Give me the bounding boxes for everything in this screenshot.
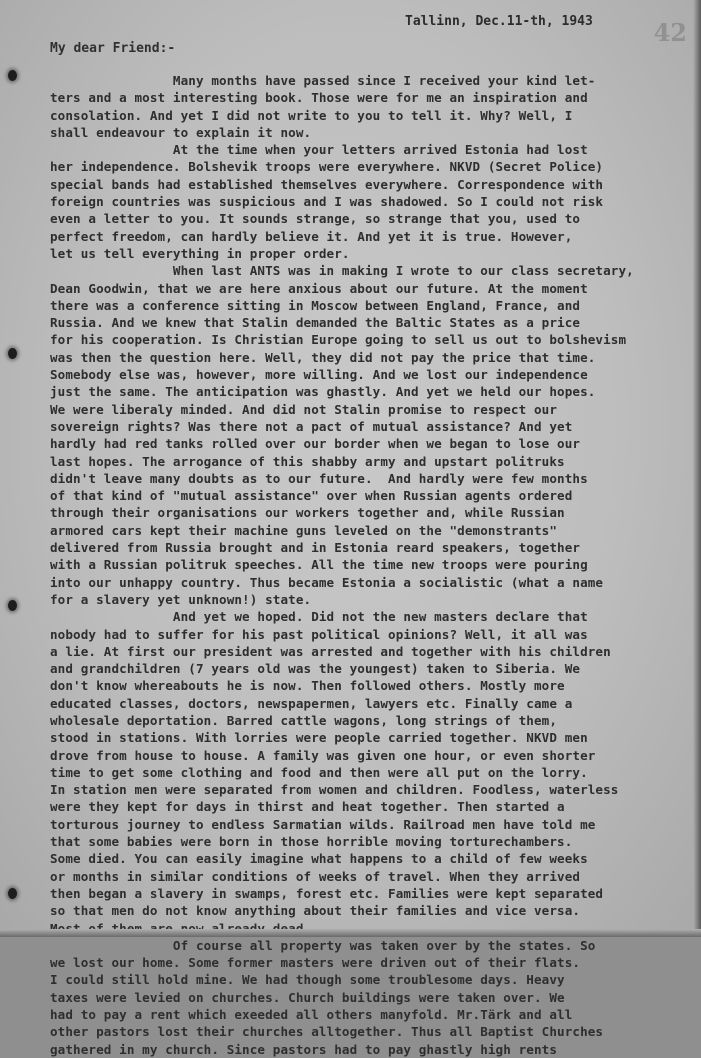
body-line: We were liberaly minded. And did not Stalin promise to respect our — [50, 401, 558, 417]
page-number-mark: 42 — [653, 18, 687, 47]
body-line: drove from house to house. A family was given one hour, or even shorter — [50, 747, 596, 763]
body-line: we lost our home. Some former masters were driven out of their flats. — [50, 955, 581, 971]
body-line: of that kind of "mutual assistance" over when Russian agents ordered — [50, 488, 573, 504]
page-edge-shadow — [693, 0, 701, 937]
body-line: Somebody else was, however, more willing. And we lost our independence — [50, 367, 588, 383]
body-line: and grandchildren (7 years old was the youngest) taken to Siberia. We — [50, 661, 581, 677]
body-line: into our unhappy country. Thus became Estonia a socialistic (what a name — [50, 574, 604, 590]
body-line: time to get some clothing and food and then were all put on the lorry. — [50, 764, 588, 780]
body-line: don't know whereabouts he is now. Then followed others. Mostly more — [50, 678, 565, 694]
body-line: were they kept for days in thirst and heat together. Then started a — [50, 799, 565, 815]
body-line: And yet we hoped. Did not the new masters declare that — [50, 609, 588, 625]
body-line: perfect freedom, can hardly believe it. And yet it is true. However, — [50, 228, 573, 244]
body-line: her independence. Bolshevik troops were everywhere. NKVD (Secret Police) — [50, 159, 604, 175]
body-line: torturous journey to endless Sarmatian wilds. Railroad men have told me — [50, 816, 596, 832]
body-line: so that men do not know anything about their families and vice versa. — [50, 903, 581, 919]
punch-hole — [8, 888, 17, 899]
page-edge-shadow — [0, 929, 701, 937]
body-line: In station men were separated from women and children. Foodless, waterless — [50, 782, 619, 798]
body-line: then began a slavery in swamps, forest etc. Families were kept separated — [50, 885, 604, 901]
body-line: with a Russian politruk speeches. All the time new troops were pouring — [50, 557, 588, 573]
body-line: I could still hold mine. We had though some troublesome days. Heavy — [50, 972, 565, 988]
body-line: foreign countries was suspicious and I was shadowed. So I could not risk — [50, 194, 604, 210]
body-line: there was a conference sitting in Moscow between England, France, and — [50, 297, 581, 313]
body-line: stood in stations. With lorries were people carried together. NKVD men — [50, 730, 588, 746]
body-line: Some died. You can easily imagine what happens to a child of few weeks — [50, 851, 588, 867]
body-line: that some babies were born in those horrible moving torturechambers. — [50, 834, 573, 850]
body-line: At the time when your letters arrived Estonia had lost — [50, 142, 588, 158]
body-line: didn't leave many doubts as to our future. And hardly were few months — [50, 470, 588, 486]
body-line: armored cars kept their machine guns leveled on the "demonstrants" — [50, 522, 558, 538]
body-line: ters and a most interesting book. Those were for me an inspiration and — [50, 90, 588, 106]
body-line: Russia. And we knew that Stalin demanded the Baltic States as a price — [50, 315, 581, 331]
body-line: just the same. The anticipation was ghastly. And yet we held our hopes. — [50, 384, 596, 400]
body-line: Of course all property was taken over by the states. So — [50, 937, 596, 953]
body-line: hardly had red tanks rolled over our border when we began to lose our — [50, 436, 581, 452]
body-line: had to pay a rent which exeeded all others manyfold. Mr.Tärk and all — [50, 1007, 573, 1023]
body-line: let us tell everything in proper order. — [50, 245, 350, 261]
body-line: Many months have passed since I received your kind let- — [50, 73, 596, 88]
body-line: last hopes. The arrogance of this shabby army and upstart politruks — [50, 453, 565, 469]
body-line: sovereign rights? Was there not a pact of mutual assistance? And yet — [50, 418, 573, 434]
body-line: special bands had established themselves everywhere. Correspondence with — [50, 176, 604, 192]
body-line: or months in similar conditions of weeks of travel. When they arrived — [50, 868, 581, 884]
punch-hole — [8, 600, 17, 611]
dateline: Tallinn, Dec.11-th, 1943 — [405, 14, 593, 29]
body-line: through their organisations our workers together and, while Russian — [50, 505, 565, 521]
body-line: educated classes, doctors, newspapermen, lawyers etc. Finally came a — [50, 695, 573, 711]
body-line: nobody had to suffer for his past political opinions? Well, it all was — [50, 626, 588, 642]
body-line: even a letter to you. It sounds strange, so strange that you, used to — [50, 211, 581, 227]
body-line: was then the question here. Well, they did not pay the price that time. — [50, 349, 596, 365]
punch-hole — [8, 70, 17, 81]
greeting: My dear Friend:- — [50, 41, 176, 56]
body-line: consolation. And yet I did not write to you to tell it. Why? Well, I — [50, 107, 573, 123]
letter-body — [50, 72, 698, 1058]
body-line: shall endeavour to explain it now. — [50, 124, 312, 140]
body-line: wholesale deportation. Barred cattle wagons, long strings of them, — [50, 712, 558, 728]
body-line: for his cooperation. Is Christian Europe going to sell us out to bolshevism — [50, 332, 627, 348]
body-line: delivered from Russia brought and in Estonia reard speakers, together — [50, 540, 581, 556]
body-line: When last ANTS was in making I wrote to our class secretary, — [50, 263, 634, 279]
body-line: for a slavery yet unknown!) state. — [50, 591, 312, 607]
body-line: Dean Goodwin, that we are here anxious about our future. At the moment — [50, 280, 588, 296]
body-line: taxes were levied on churches. Church buildings were taken over. We — [50, 989, 565, 1005]
punch-hole — [8, 348, 17, 359]
body-line: other pastors lost their churches alltogether. Thus all Baptist Churches — [50, 1024, 604, 1040]
body-line: a lie. At first our president was arrested and together with his children — [50, 643, 611, 659]
body-line: gathered in my church. Since pastors had to pay ghastly high rents — [50, 1041, 558, 1057]
